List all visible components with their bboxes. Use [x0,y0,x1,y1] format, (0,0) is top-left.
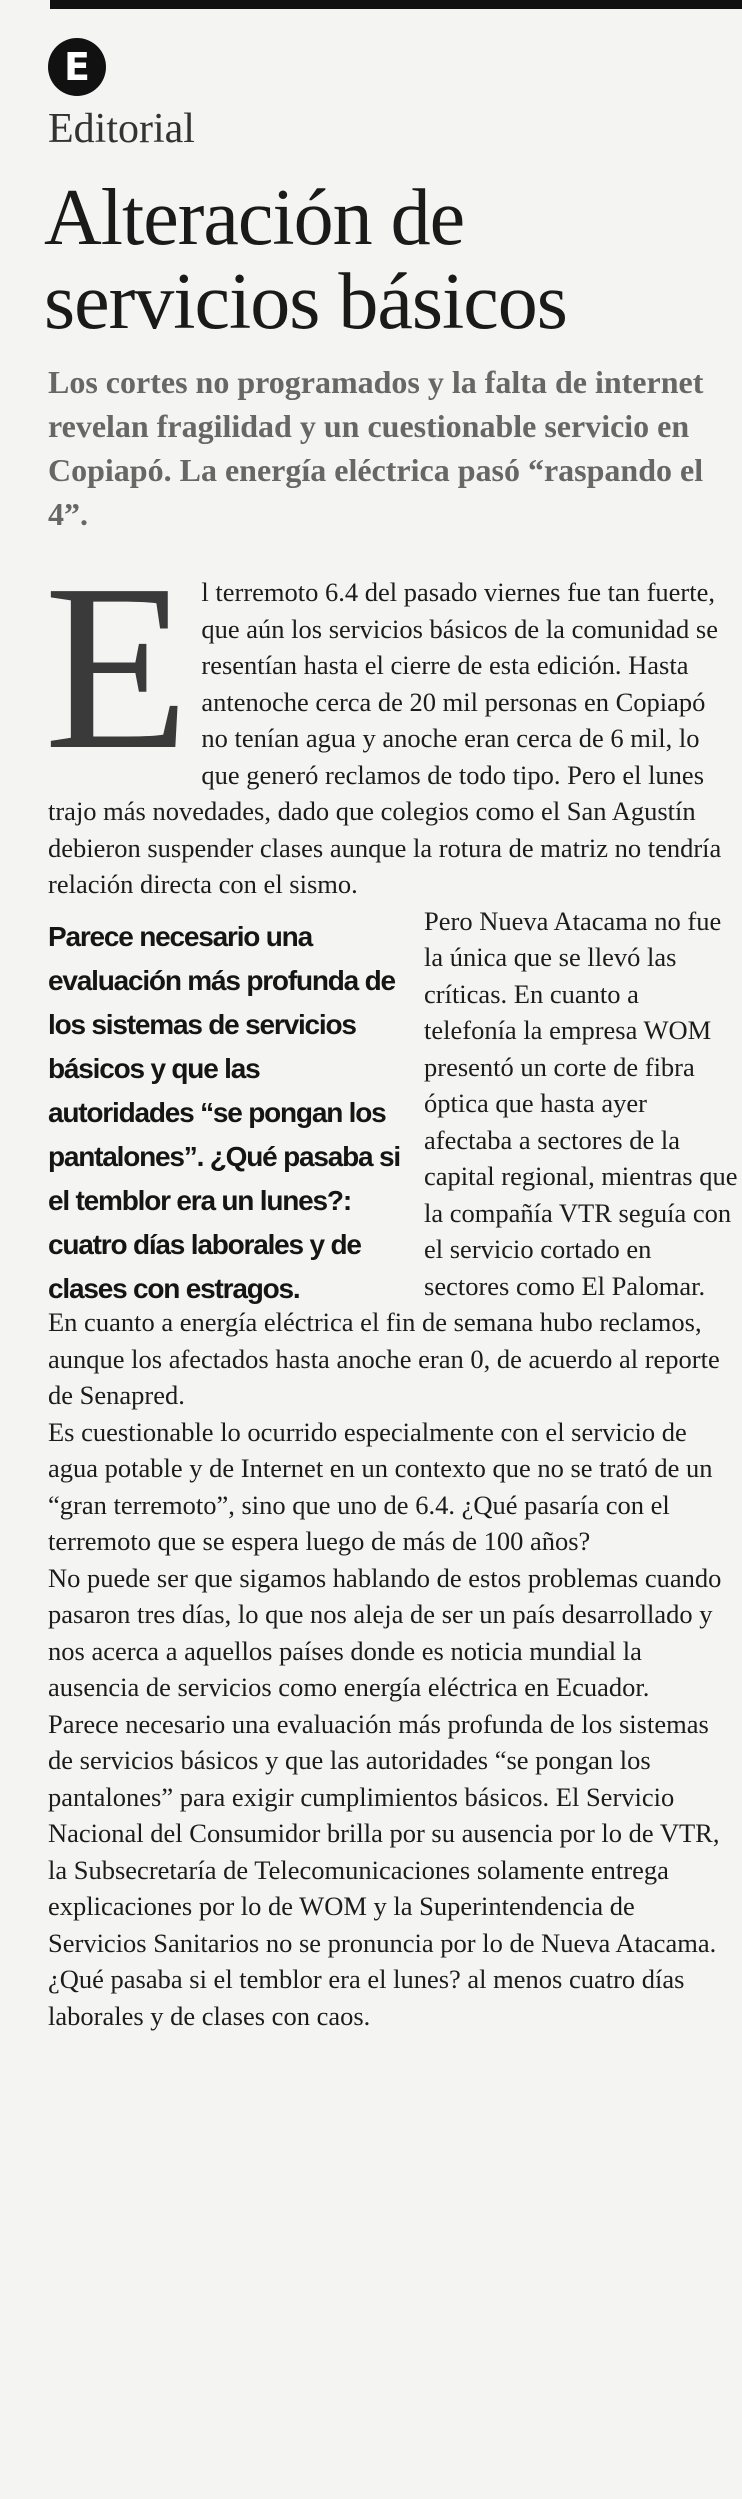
paragraph-4: No puede ser que sigamos hablando de estos problemas cuando pasaron tres días, lo que nos aleja de ser un país desarrollado y nos acerca a aquellos países donde es noticia mundial la ausencia de servicios como energía eléctrica en Ecuador. [48,1562,722,1702]
paragraph-1-text: l terremoto 6.4 del pasado viernes fue tan fuerte, que aún los servicios básicos de la comunidad se resentían hasta el cierre de esta edición. Hasta antenoche cerca de 20 mil personas en Copiapó no tenían agua y anoche eran cerca de 6 mil, lo que generó reclamos de todo tipo. Pero el lunes trajo más novedades, dado que colegios como el San Agustín debieron suspender clases aunque la rotura de matriz no tendría relación directa con el sismo. [48,577,722,899]
paragraph-5: Parece necesario una evaluación más profunda de los sistemas de servicios básicos y que las autoridades “se pongan los pantalones” para exigir cumplimientos básicos. El Servicio Nacional del Consumidor brilla por su ausencia por lo de VTR, la Subsecretaría de Telecomunicaciones solamente entrega explicaciones por lo de WOM y la Superintendencia de Servicios Sanitarios no se pronuncia por lo de Nueva Atacama. ¿Qué pasaba si el temblor era el lunes? al menos cuatro días laborales y de clases con caos. [48,1708,720,2031]
deck: Los cortes no programados y la falta de internet revelan fragilidad y un cuestionable servicio en Copiapó. La energía eléctrica pasó “raspando el 4”. [48,364,704,532]
paragraph-2 [48,903,738,1414]
headline: Alteración de servicios básicos [44,174,567,346]
paragraph-1 [44,536,738,903]
top-rule [50,0,742,9]
pull-quote: Parece necesario una evaluación más profunda de los sistemas de servicios básicos y que las autoridades “se pongan los pantalones”. ¿Qué pasaba si el temblor era un lunes?: cuatro días laborales y de clases con estragos. [48,920,400,1304]
paragraph-3: Es cuestionable lo ocurrido especialmente con el servicio de agua potable y de Internet en un contexto que no se trató de un “gran terremoto”, sino que uno de 6.4. ¿Qué pasaría con el terremoto que se espera luego de más de 100 años? [48,1416,713,1556]
drop-cap: E [44,536,190,799]
section-label: Editorial [48,106,195,152]
paragraph-2-text: Pero Nueva Atacama no fue la única que se llevó las críticas. En cuanto a telefonía la empresa WOM presentó un corte de fibra óptica que hasta ayer afectaba a sectores de la capital regional, mientras que la compañía VTR seguía con el servicio cortado en sectores como El Palomar. En cuanto a energía eléctrica el fin de semana hubo reclamos, aunque los afectados hasta anoche eran 0, de acuerdo al reporte de Senapred. [48,905,738,1410]
section-badge: E [48,38,106,96]
article-body [44,536,738,2034]
